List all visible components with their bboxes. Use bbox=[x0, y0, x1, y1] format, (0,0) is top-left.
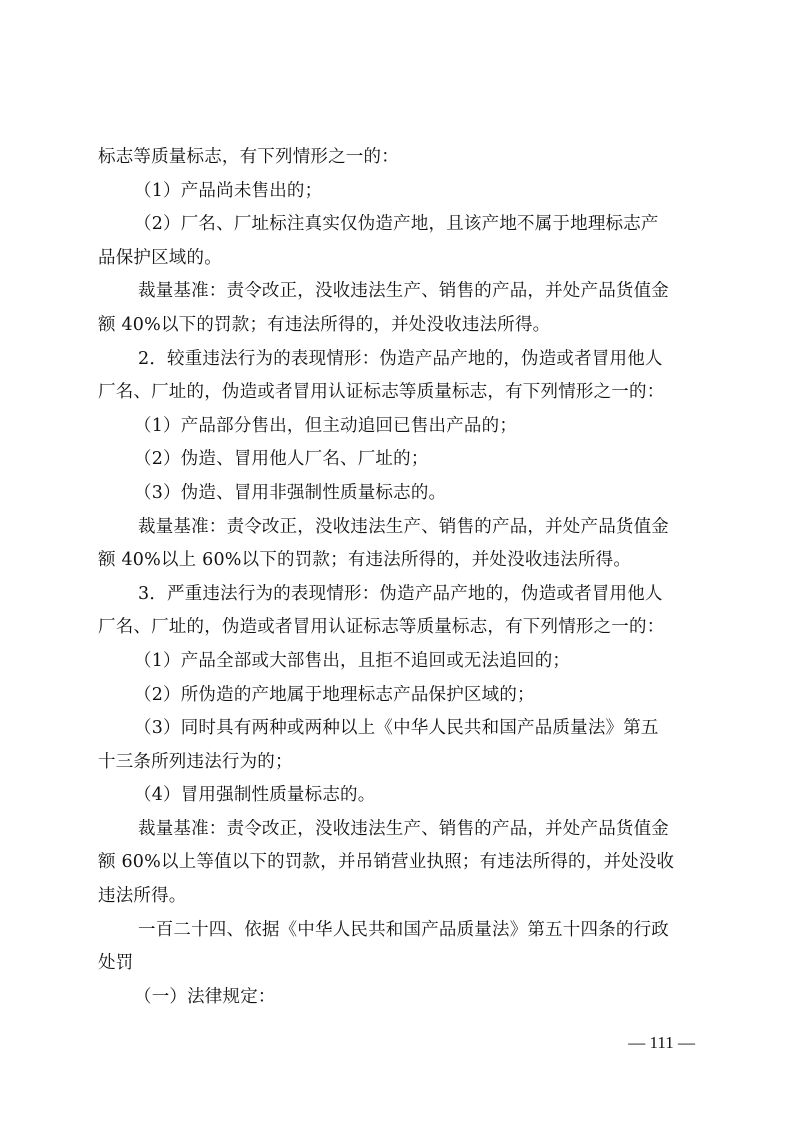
text-line: （1）产品尚未售出的； bbox=[134, 180, 323, 201]
text-line: 额 40%以上 60%以下的罚款；有违法所得的，并处没收违法所得。 bbox=[98, 550, 632, 571]
text-line: 2．较重违法行为的表现情形：伪造产品产地的，伪造或者冒用他人 bbox=[138, 348, 663, 369]
text-line: （3）同时具有两种或两种以上《中华人民共和国产品质量法》第五 bbox=[134, 718, 659, 739]
body-text bbox=[98, 141, 696, 1014]
text-line: 品保护区域的。 bbox=[98, 247, 222, 268]
text-line: 裁量基准：责令改正，没收违法生产、销售的产品，并处产品货值金 bbox=[138, 281, 669, 302]
text-line: （1）产品部分售出，但主动追回已售出产品的； bbox=[134, 415, 518, 436]
text-line: 十三条所列违法行为的； bbox=[98, 751, 293, 772]
text-line: （2）厂名、厂址标注真实仅伪造产地，且该产地不属于地理标志产 bbox=[134, 214, 659, 235]
text-line: （2）所伪造的产地属于地理标志产品保护区域的； bbox=[134, 684, 535, 705]
page-number: — 111 — bbox=[628, 1033, 695, 1052]
text-line: 厂名、厂址的，伪造或者冒用认证标志等质量标志，有下列情形之一的： bbox=[98, 617, 665, 638]
text-line: （2）伪造、冒用他人厂名、厂址的； bbox=[134, 449, 429, 470]
text-line: 标志等质量标志，有下列情形之一的： bbox=[98, 147, 399, 167]
section-heading: 一百二十四、依据《中华人民共和国产品质量法》第五十四条的行政 bbox=[138, 919, 669, 940]
text-line: 额 60%以上等值以下的罚款，并吊销营业执照；有违法所得的，并处没收 bbox=[98, 852, 675, 873]
subsection-heading: （一）法律规定： bbox=[134, 986, 276, 1007]
text-line: 裁量基准：责令改正，没收违法生产、销售的产品，并处产品货值金 bbox=[138, 516, 669, 537]
text-line: 厂名、厂址的，伪造或者冒用认证标志等质量标志，有下列情形之一的： bbox=[98, 382, 665, 403]
text-line: 额 40%以下的罚款；有违法所得的，并处没收违法所得。 bbox=[98, 314, 551, 335]
text-line: （4）冒用强制性质量标志的。 bbox=[134, 785, 376, 806]
section-heading: 处罚 bbox=[98, 953, 134, 974]
text-line: 裁量基准：责令改正，没收违法生产、销售的产品，并处产品货值金 bbox=[138, 818, 669, 839]
text-line: 3．严重违法行为的表现情形：伪造产品产地的，伪造或者冒用他人 bbox=[138, 583, 663, 604]
text-line: （1）产品全部或大部售出，且拒不追回或无法追回的； bbox=[134, 650, 571, 671]
text-line: （3）伪造、冒用非强制性质量标志的。 bbox=[134, 482, 447, 503]
text-line: 违法所得。 bbox=[98, 886, 187, 907]
